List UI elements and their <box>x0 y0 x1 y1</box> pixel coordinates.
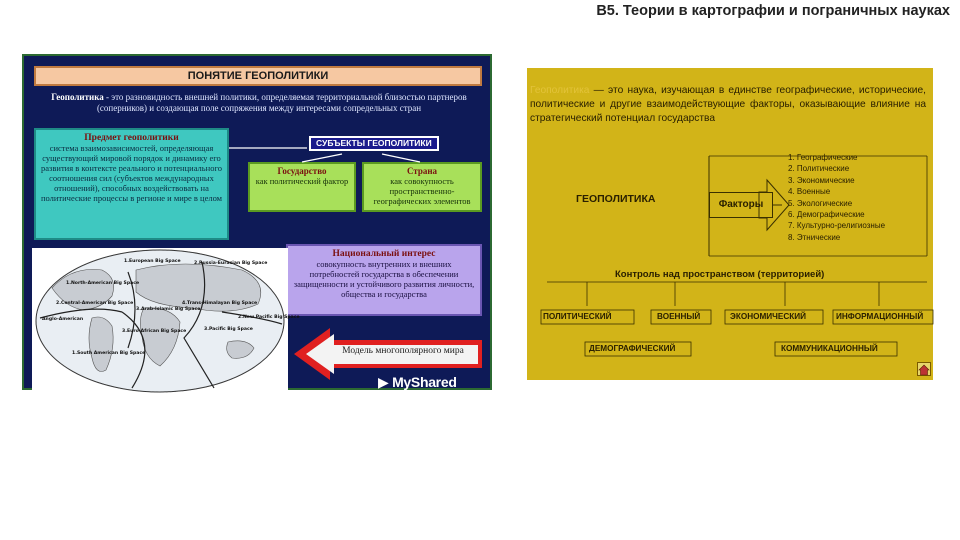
factor-item: 4. Военные <box>788 187 831 197</box>
world-map-image <box>32 248 300 394</box>
home-icon-shape <box>918 364 930 376</box>
interest-text: совокупность внутренних и внешних потребностей государства в обеспечении защищенности и устойчивого развития личности, общества и государства <box>293 259 475 299</box>
map-label: 3.Euro-African Big Space <box>122 329 187 334</box>
right-slide-image <box>527 68 933 380</box>
factor-item: 2. Политические <box>788 164 850 174</box>
page-title: В5. Теории в картографии и пограничных науках <box>596 3 950 19</box>
map-label: 2.New Pacific Big Space <box>238 315 300 320</box>
factor-list <box>788 152 885 243</box>
map-label: Anglo-American <box>42 317 84 322</box>
interest-title: Национальный интерес <box>332 249 436 259</box>
map-label: 2.Russia-Eurasian Big Space <box>194 261 268 266</box>
map-label: 1.European Big Space <box>124 259 181 264</box>
category-information: ИНФОРМАЦИОННЫЙ <box>836 312 924 321</box>
watermark-logo-icon: ▶ <box>378 374 393 390</box>
left-slide-image <box>22 54 492 390</box>
country-text: как совокупность пространственно-географических элементов <box>373 176 471 206</box>
factors-box: Факторы <box>709 192 773 218</box>
factor-item: 8. Этнические <box>788 232 841 242</box>
map-label: 1.South American Big Space <box>72 351 146 356</box>
category-military: ВОЕННЫЙ <box>657 312 701 321</box>
intro-term: Геополитика <box>51 92 104 102</box>
category-economic: ЭКОНОМИЧЕСКИЙ <box>730 312 807 321</box>
left-slide-header: ПОНЯТИЕ ГЕОПОЛИТИКИ <box>34 66 482 86</box>
control-label: Контроль над пространством (территорией) <box>615 269 825 280</box>
subjects-label: СУБЪЕКТЫ ГЕОПОЛИТИКИ <box>309 136 439 151</box>
arrow-label: Модель многополярного мира <box>342 346 464 356</box>
intro-text: - это разновидность внешней политики, определяемая территориальной близостью партнеров (соперников) и создающая поле сопряжения между интересами сопредельных стран <box>96 92 467 113</box>
map-label: 2.Central-American Big Space <box>56 301 134 306</box>
subject-text: система взаимозависимостей, определяющая существующий мировой порядок и динамику его развития в контексте реального и потенциального соотношения сил (субъектов международных отношений), способных воздействовать на политические процессы в регионе и мире в целом <box>40 143 223 203</box>
home-icon[interactable] <box>917 362 931 376</box>
definition-term: Геополитика <box>530 85 590 96</box>
factor-item: 1. Географические <box>788 153 858 162</box>
factor-item: 3. Экономические <box>788 175 855 185</box>
country-title: Страна <box>406 166 438 176</box>
geopolitics-label: ГЕОПОЛИТИКА <box>576 193 656 205</box>
factor-item: 6. Демографические <box>788 210 865 220</box>
national-interest-box <box>286 244 482 316</box>
subject-title: Предмет геополитики <box>84 133 179 143</box>
watermark-text: MyShared <box>392 374 457 390</box>
category-communication: КОММУНИКАЦИОННЫЙ <box>781 344 878 353</box>
map-label: 1.North-American Big Space <box>66 281 140 286</box>
state-text: как политический фактор <box>255 176 349 186</box>
definition-text: — это наука, изучающая в единстве географические, исторические, политические и другие взаимодействующие факторы, оказывающие влияние на стратегический потенциал государства <box>530 85 926 124</box>
category-political: ПОЛИТИЧЕСКИЙ <box>543 312 612 321</box>
map-label: 3.Pacific Big Space <box>204 327 253 332</box>
map-label: 3.Arab-Islamic Big Space <box>136 307 201 312</box>
factor-item: 7. Культурно-религиозные <box>788 221 886 231</box>
category-demographic: ДЕМОГРАФИЧЕСКИЙ <box>589 344 676 353</box>
factor-item: 5. Экологические <box>788 198 853 208</box>
watermark <box>378 374 457 391</box>
state-title: Государство <box>277 166 327 176</box>
map-label: 4.Trans-Himalayan Big Space <box>182 301 258 306</box>
